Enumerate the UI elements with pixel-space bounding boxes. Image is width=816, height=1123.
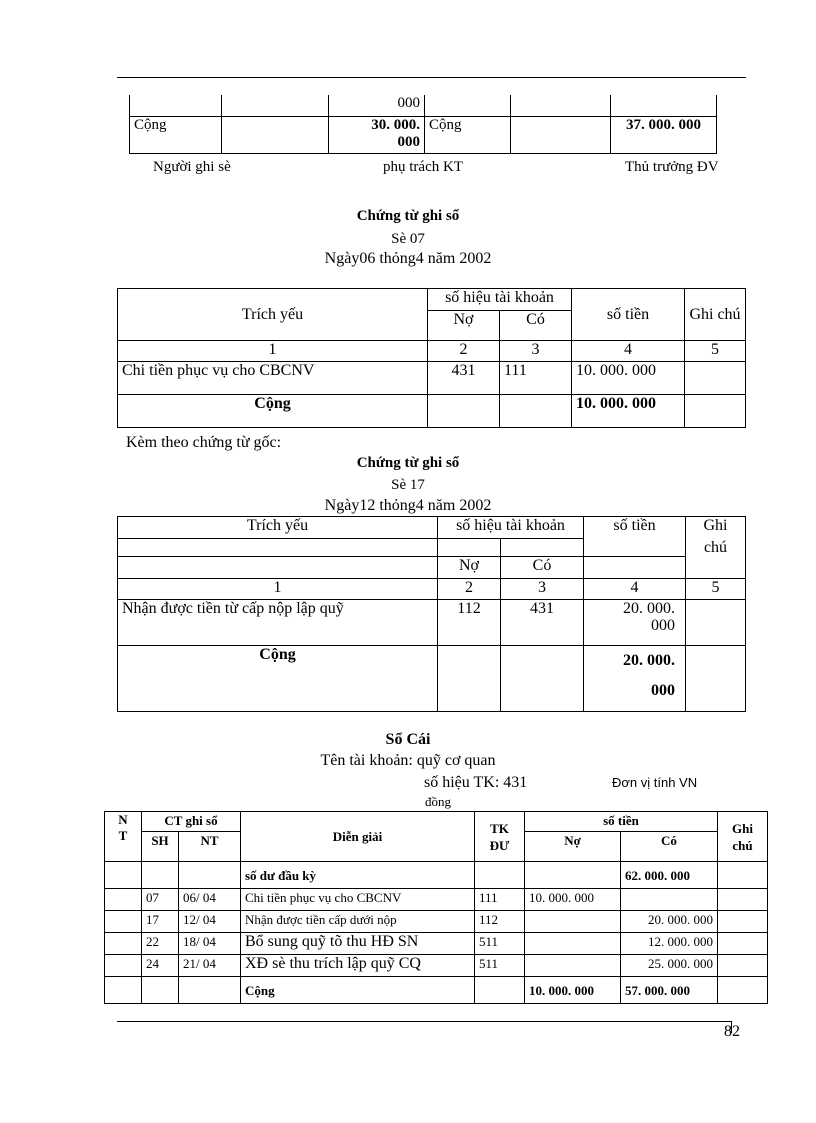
- index-cell: 5: [685, 341, 746, 362]
- header-nt-date: NT: [179, 832, 241, 862]
- row-debit: 431: [428, 362, 500, 395]
- row-nt: 12/ 04: [179, 911, 241, 933]
- header-ct: CT ghi sổ: [142, 812, 241, 832]
- signature-recorder: Người ghi sè: [153, 159, 231, 175]
- row-note: [685, 362, 746, 395]
- row-sh: 24: [142, 955, 179, 977]
- table-row: [105, 911, 768, 933]
- voucher07-date: Ngày06 thỏng4 năm 2002: [324, 250, 492, 267]
- header-rule: [117, 77, 746, 78]
- row-tk: 111: [475, 889, 525, 911]
- ledger-account-no: số hiệu TK: 431: [424, 774, 528, 791]
- total-amount-left: 30. 000. 000: [329, 116, 425, 153]
- table-row: [105, 955, 768, 977]
- header-note-2: chú: [686, 539, 746, 579]
- cell: [438, 539, 501, 557]
- cell: [105, 911, 142, 933]
- header-sh: SH: [142, 832, 179, 862]
- cell: [718, 911, 768, 933]
- header-credit: Có: [621, 832, 718, 862]
- row-tk: 112: [475, 911, 525, 933]
- total-label: Cộng: [118, 395, 428, 428]
- voucher17-table: [117, 516, 746, 712]
- ledger-account-name: Tên tài khoản: quỹ cơ quan: [320, 752, 496, 769]
- table-row: [105, 889, 768, 911]
- row-desc: XĐ sè thu trích lập quỹ CQ: [241, 955, 475, 977]
- opening-desc: số dư đầu kỳ: [241, 862, 475, 889]
- index-cell: 3: [501, 579, 584, 600]
- ledger-table: [104, 811, 768, 1004]
- row-desc: Chi tiền phục vụ cho CBCNV: [118, 362, 428, 395]
- voucher07-number: Sè 07: [391, 231, 425, 247]
- header-note: Ghi chú: [718, 812, 768, 862]
- total-amount-right: 37. 000. 000: [611, 116, 717, 153]
- cell: [501, 646, 584, 712]
- index-cell: 4: [572, 341, 685, 362]
- voucher07-title: Chứng từ ghi sổ: [356, 208, 460, 224]
- row-desc: Nhận được tiền cấp dưới nộp: [241, 911, 475, 933]
- header-nt: N T: [105, 812, 142, 862]
- total-row: [105, 977, 768, 1004]
- row-desc: Nhận được tiền từ cấp nộp lập quỹ: [118, 600, 438, 646]
- header-desc: Trích yếu: [118, 289, 428, 341]
- voucher07-table: [117, 288, 746, 428]
- row-nt: 06/ 04: [179, 889, 241, 911]
- cell: [438, 646, 501, 712]
- total-credit: 57. 000. 000: [621, 977, 718, 1004]
- row-tk: 511: [475, 933, 525, 955]
- cell: [686, 600, 746, 646]
- cont-value: 000: [329, 95, 425, 116]
- cell: [500, 395, 572, 428]
- signature-accountant: phụ trách KT: [383, 159, 463, 175]
- row-debit: 10. 000. 000: [525, 889, 621, 911]
- row-debit: [525, 933, 621, 955]
- cell: [118, 557, 438, 579]
- row-sh: 22: [142, 933, 179, 955]
- row-sh: 07: [142, 889, 179, 911]
- cell: [685, 395, 746, 428]
- cell: [475, 862, 525, 889]
- index-cell: 3: [500, 341, 572, 362]
- total-amount: 20. 000. 000: [584, 646, 686, 712]
- voucher17-date: Ngày12 thỏng4 năm 2002: [324, 497, 492, 514]
- ledger-title: Sổ Cái: [385, 731, 431, 748]
- table-row: [105, 933, 768, 955]
- cell: [718, 977, 768, 1004]
- index-cell: 1: [118, 341, 428, 362]
- row-desc: Chi tiền phục vụ cho CBCNV: [241, 889, 475, 911]
- total-label-right: Cộng: [425, 116, 511, 153]
- header-amount: số tiền: [525, 812, 718, 832]
- header-desc: Diễn giải: [241, 812, 475, 862]
- row-credit: 20. 000. 000: [621, 911, 718, 933]
- total-amount: 10. 000. 000: [572, 395, 685, 428]
- cell: [179, 862, 241, 889]
- cell: [105, 862, 142, 889]
- header-amount: số tiền: [584, 517, 686, 539]
- signature-director: Thủ trưởng ĐV: [625, 159, 719, 175]
- row-tk: 511: [475, 955, 525, 977]
- cell: [501, 539, 584, 557]
- row-desc: Bổ sung quỹ tõ thu HĐ SN: [241, 933, 475, 955]
- attachment-note: Kèm theo chứng từ gốc:: [126, 434, 282, 451]
- cell: [718, 955, 768, 977]
- row-debit: [525, 955, 621, 977]
- index-cell: 1: [118, 579, 438, 600]
- row-nt: 18/ 04: [179, 933, 241, 955]
- continuation-table: [129, 95, 717, 154]
- cell: [142, 862, 179, 889]
- header-credit: Có: [501, 557, 584, 579]
- row-amount: 20. 000. 000: [584, 600, 686, 646]
- row-credit: 111: [500, 362, 572, 395]
- cell: [428, 395, 500, 428]
- footer-rule: [117, 1021, 732, 1022]
- opening-credit: 62. 000. 000: [621, 862, 718, 889]
- cell: [222, 116, 329, 153]
- header-account-no: số hiệu tài khoản: [438, 517, 584, 539]
- index-cell: 2: [428, 341, 500, 362]
- cell: [686, 646, 746, 712]
- header-debit: Nợ: [525, 832, 621, 862]
- row-credit: 12. 000. 000: [621, 933, 718, 955]
- row-sh: 17: [142, 911, 179, 933]
- header-desc: Trích yếu: [118, 517, 438, 539]
- cell: [118, 539, 438, 557]
- cell: [718, 889, 768, 911]
- cell: [105, 977, 142, 1004]
- cell: [105, 889, 142, 911]
- header-debit: Nợ: [438, 557, 501, 579]
- voucher17-number: Sè 17: [391, 477, 425, 493]
- cell: [105, 955, 142, 977]
- cell: [425, 95, 511, 116]
- total-label: Cộng: [118, 646, 438, 712]
- cell: [105, 933, 142, 955]
- cell: [142, 977, 179, 1004]
- cell: [179, 977, 241, 1004]
- cell: [525, 862, 621, 889]
- cell: [475, 977, 525, 1004]
- header-credit: Có: [500, 311, 572, 341]
- header-note: Ghi: [686, 517, 746, 539]
- header-amount: số tiền: [572, 289, 685, 341]
- page-number: 82: [724, 1023, 740, 1040]
- cell: [130, 95, 222, 116]
- cell: [718, 933, 768, 955]
- cell: [584, 539, 686, 557]
- index-cell: 5: [686, 579, 746, 600]
- cell: [718, 862, 768, 889]
- header-debit: Nợ: [428, 311, 500, 341]
- header-account-no: số hiệu tài khoản: [428, 289, 572, 311]
- index-cell: 4: [584, 579, 686, 600]
- cell: [222, 95, 329, 116]
- total-debit: 10. 000. 000: [525, 977, 621, 1004]
- row-debit: 112: [438, 600, 501, 646]
- row-credit: [621, 889, 718, 911]
- row-amount: 10. 000. 000: [572, 362, 685, 395]
- row-nt: 21/ 04: [179, 955, 241, 977]
- row-debit: [525, 911, 621, 933]
- cell: [611, 95, 717, 116]
- total-desc: Cộng: [241, 977, 475, 1004]
- cell: [511, 116, 611, 153]
- ledger-unit: Đơn vị tính VN: [612, 775, 698, 790]
- row-credit: 431: [501, 600, 584, 646]
- row-credit: 25. 000. 000: [621, 955, 718, 977]
- index-cell: 2: [438, 579, 501, 600]
- total-label-left: Cộng: [130, 116, 222, 153]
- ledger-unit-2: đồng: [425, 794, 451, 809]
- cell: [511, 95, 611, 116]
- header-note: Ghi chú: [685, 289, 746, 341]
- header-tk: TK ĐƯ: [475, 812, 525, 862]
- voucher17-title: Chứng từ ghi sổ: [356, 455, 460, 471]
- cell: [584, 557, 686, 579]
